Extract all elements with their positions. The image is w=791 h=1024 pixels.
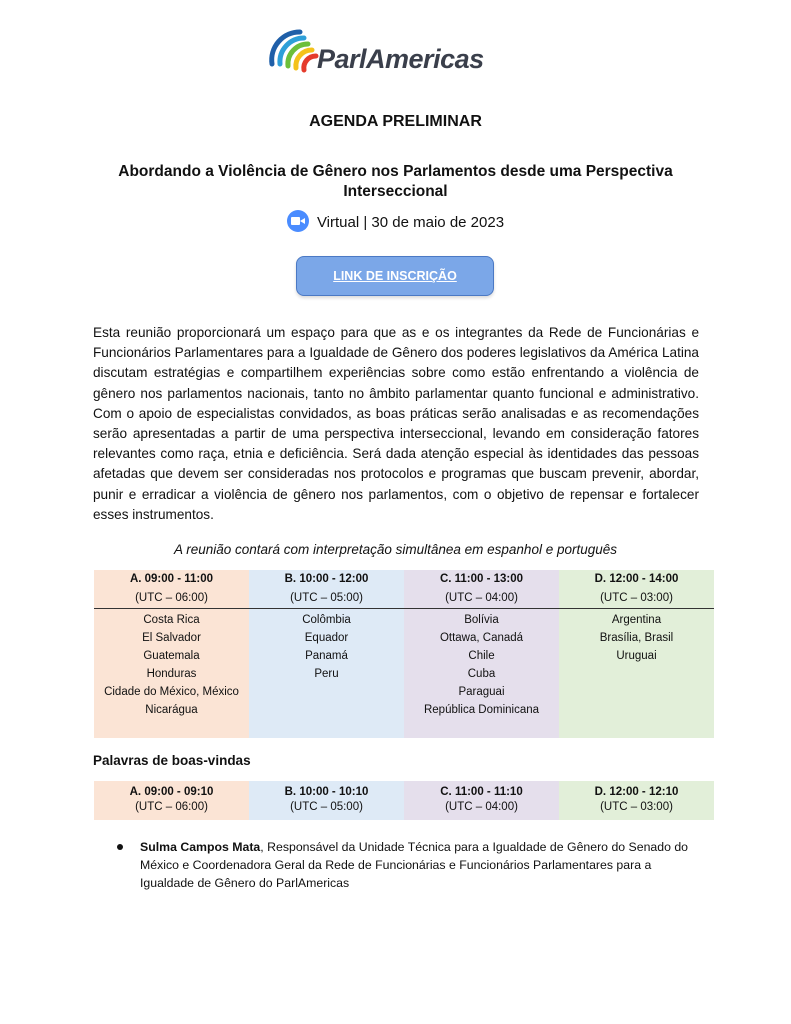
interpretation-note: A reunião contará com interpretação simultânea em espanhol e português [173,542,617,557]
speaker-list-item [117,838,699,892]
video-camera-icon [287,210,309,232]
schedule-time-b: B. 10:00 - 12:00 [249,570,404,589]
welcome-time-row [94,781,714,820]
welcome-schedule-table [94,781,714,820]
welcome-time-b: B. 10:00 - 10:10 [284,786,369,798]
welcome-heading: Palavras de boas-vindas [93,753,251,768]
schedule-utc-b: (UTC – 05:00) [249,589,404,609]
event-date-line [0,212,791,234]
schedule-utc-a: (UTC – 06:00) [94,589,249,609]
schedule-table [94,570,714,738]
schedule-time-c: C. 11:00 - 13:00 [404,570,559,589]
bullet-icon [117,844,123,850]
welcome-cell-a [94,781,249,820]
schedule-time-row [94,570,714,589]
schedule-places-d: Argentina Brasília, Brasil Uruguai [559,609,714,739]
schedule-utc-c: (UTC – 04:00) [404,589,559,609]
schedule-places-row [94,609,714,739]
intro-paragraph: Esta reunião proporcionará um espaço para que as e os integrantes da Rede de Funcionárias e Funcionários Parlamentares para a Igualdade de Gênero dos poderes legislativos da América Latina discutam estratégias e compartilhem experiências sobre como estão enfrentando a violência de gênero nos parlamentos nacionais, tanto no âmbito parlamentar quanto funcional e administrativo. Com o apoio de especialistas convidados, as boas práticas serão analisadas e as recomendações serão apresentadas a partir de uma perspectiva interseccional, levando em consideração fatores relevantes como raça, etnia e deficiência. Será dada atenção especial às identidades das pessoas afetadas que devem ser consideradas nos protocolos e programas que buscam prevenir, abordar, punir e erradicar a violência de gênero nos parlamentos, com o objetivo de repensar e fortalecer esses instrumentos. [93,325,699,522]
registration-link-button[interactable] [296,256,494,296]
date-text: Virtual | 30 de maio de 2023 [316,213,505,231]
welcome-cell-c [404,781,559,820]
welcome-utc-b: (UTC – 05:00) [290,800,363,813]
welcome-utc-c: (UTC – 04:00) [445,800,518,813]
schedule-utc-row [94,589,714,609]
page-title: AGENDA PRELIMINAR [309,113,482,130]
speaker-text [140,838,699,892]
schedule-time-d: D. 12:00 - 14:00 [559,570,714,589]
schedule-places-a: Costa Rica El Salvador Guatemala Honduras Cidade do México, México Nicarágua [94,609,249,739]
welcome-cell-b [249,781,404,820]
welcome-utc-d: (UTC – 03:00) [600,800,673,813]
speaker-description: , Responsável da Unidade Técnica para a Igualdade de Gênero do Senado do México e Coordenadora Geral da Rede de Funcionárias e Funcionários Parlamentares para a Igualdade de Gênero do ParlAmericas [140,840,689,890]
welcome-cell-d [559,781,714,820]
speaker-name: Sulma Campos Mata [140,840,261,854]
welcome-time-a: A. 09:00 - 09:10 [129,786,214,798]
schedule-places-b: Colômbia Equador Panamá Peru [249,609,404,739]
logo-text: ParlAmericas [317,44,484,74]
page-subtitle: Abordando a Violência de Gênero nos Parlamentos desde uma Perspectiva Interseccional [118,163,673,200]
schedule-time-a: A. 09:00 - 11:00 [94,570,249,589]
schedule-utc-d: (UTC – 03:00) [559,589,714,609]
welcome-time-d: D. 12:00 - 12:10 [594,786,679,798]
registration-link-label[interactable]: LINK DE INSCRIÇÃO [333,269,457,283]
schedule-places-c: Bolívia Ottawa, Canadá Chile Cuba Paraguai República Dominicana [404,609,559,739]
welcome-time-c: C. 11:00 - 11:10 [440,786,523,798]
welcome-utc-a: (UTC – 06:00) [135,800,208,813]
